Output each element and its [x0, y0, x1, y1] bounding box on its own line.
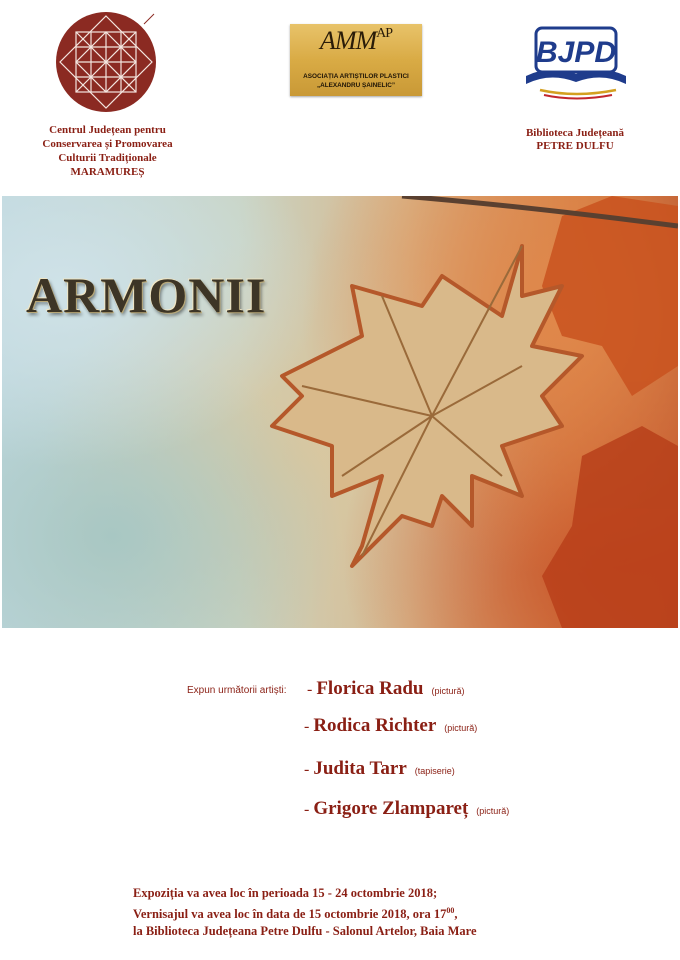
bjpd-logo-text: BJPD [535, 36, 617, 69]
hero-image [2, 196, 678, 628]
ornament-logo-icon [54, 10, 158, 114]
info-location: la Biblioteca Județeana Petre Dulfu - Salonul Artelor, Baia Mare [133, 924, 477, 939]
list-dash: - [304, 761, 310, 778]
logo-monogram-main: AMM [319, 26, 377, 55]
caption-line: Biblioteca Județeană [525, 127, 625, 139]
event-info [133, 885, 553, 940]
right-logo-caption [500, 127, 650, 153]
info-opening-text: Vernisajul va avea loc în data de 15 octombrie 2018, ora 17 [133, 907, 447, 922]
logo-line-2: „ALEXANDRU ȘAINELIC” [316, 82, 396, 89]
caption-line: MARAMUREȘ [70, 166, 145, 178]
header [0, 0, 680, 195]
list-item [304, 798, 509, 820]
bjpd-book-logo-icon [520, 16, 632, 106]
logo-monogram [290, 26, 422, 56]
artist-technique: (tapiserie) [414, 766, 455, 776]
logo-monogram-small: AP [376, 26, 393, 41]
artists-intro: Expun următorii artiști: [187, 685, 287, 696]
artist-technique: (pictură) [444, 723, 478, 733]
info-opening-comma: , [454, 907, 458, 922]
info-period: Expoziția va avea loc în perioada 15 - 24 octombrie 2018; [133, 886, 438, 900]
caption-line: Conservarea și Promovarea [42, 138, 173, 150]
artist-technique: (pictură) [476, 806, 510, 816]
artist-name: Florica Radu [316, 678, 424, 699]
list-item [304, 758, 455, 780]
caption-line: Centrul Județean pentru [49, 124, 166, 136]
artist-name: Rodica Richter [313, 715, 437, 736]
info-opening-minutes: 00 [446, 906, 455, 915]
list-dash: - [304, 801, 310, 818]
list-dash: - [307, 681, 313, 698]
caption-line: PETRE DULFU [536, 140, 614, 152]
logo-line-1: ASOCIAȚIA ARTIȘTILOR PLASTICI [303, 73, 409, 80]
artist-technique: (pictură) [431, 686, 465, 696]
caption-line: Culturii Tradiționale [58, 152, 157, 164]
left-logo-caption [20, 123, 195, 179]
artist-name: Grigore Zlampareț [313, 798, 469, 819]
artist-name: Judita Tarr [313, 758, 407, 779]
info-opening [133, 902, 553, 923]
list-item [304, 715, 477, 737]
maple-leaf-icon [2, 196, 678, 628]
list-dash: - [304, 718, 310, 735]
list-item [307, 678, 464, 700]
hero-title: ARMONII [26, 267, 267, 323]
aap-amm-logo [290, 24, 422, 96]
